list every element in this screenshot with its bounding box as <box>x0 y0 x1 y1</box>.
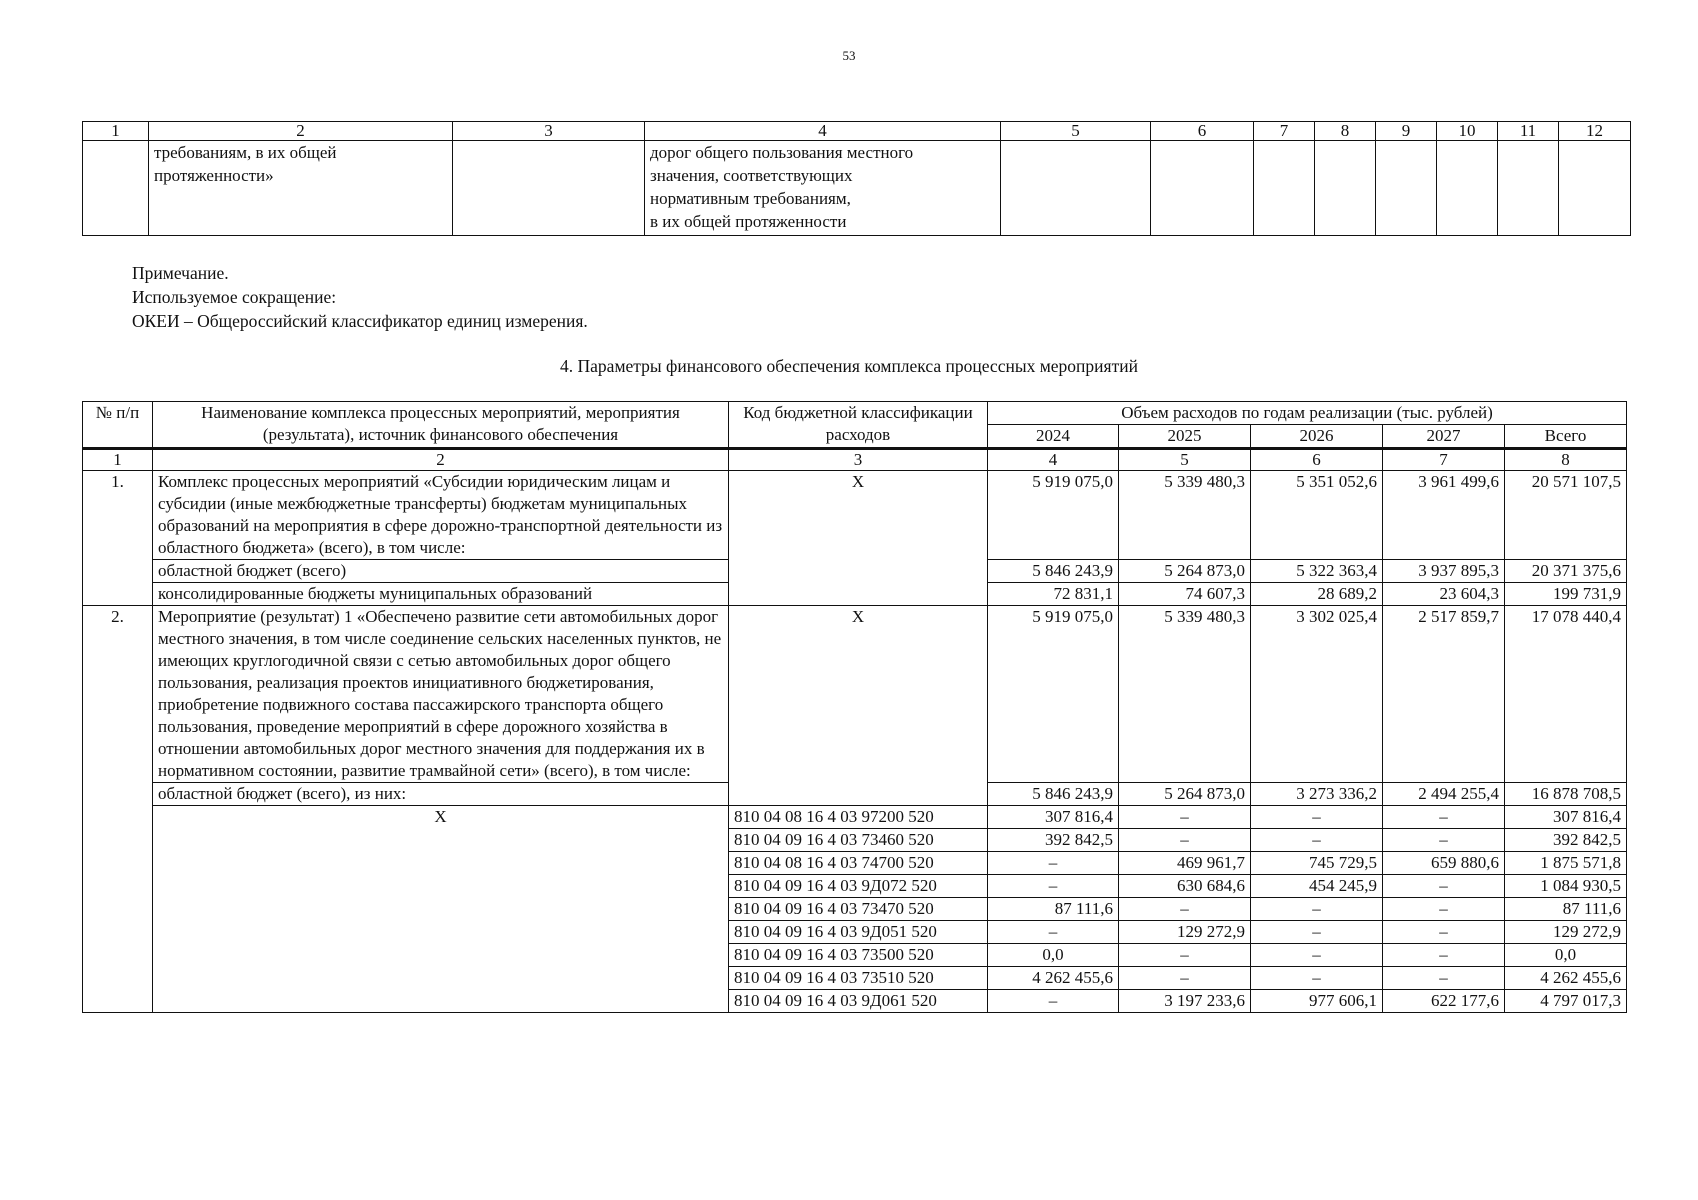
value-total: 4 262 455,6 <box>1505 967 1627 990</box>
value-2024: – <box>988 875 1119 898</box>
value-2027: – <box>1383 806 1505 829</box>
value-total: 20 571 107,5 <box>1505 471 1627 560</box>
value-2024: 87 111,6 <box>988 898 1119 921</box>
value-total: 20 371 375,6 <box>1505 560 1627 583</box>
value-2024: – <box>988 852 1119 875</box>
value-2024: 0,0 <box>988 944 1119 967</box>
text-line: протяженности» <box>154 166 274 185</box>
column-number: 7 <box>1254 122 1315 141</box>
value-total: 199 731,9 <box>1505 583 1627 606</box>
text-line: значения, соответствующих <box>650 166 853 185</box>
header-year: 2027 <box>1383 425 1505 449</box>
text-line: требованиям, в их общей <box>154 143 337 162</box>
value-total: 17 078 440,4 <box>1505 606 1627 783</box>
table-cell <box>1315 141 1376 236</box>
column-numbers-row <box>83 449 1627 471</box>
table-row <box>83 806 1627 829</box>
value-2025: – <box>1119 806 1251 829</box>
column-number: 9 <box>1376 122 1437 141</box>
value-2026: – <box>1251 944 1383 967</box>
budget-code: 810 04 08 16 4 03 74700 520 <box>729 852 988 875</box>
text-line: дорог общего пользования местного <box>650 143 914 162</box>
column-number: 4 <box>645 122 1001 141</box>
header-year: 2024 <box>988 425 1119 449</box>
source-name: областной бюджет (всего) <box>153 560 729 583</box>
value-2026: 977 606,1 <box>1251 990 1383 1013</box>
value-total: 392 842,5 <box>1505 829 1627 852</box>
value-2027: 3 961 499,6 <box>1383 471 1505 560</box>
note-okei-definition: ОКЕИ – Общероссийский классификатор единиц измерения. <box>132 311 588 331</box>
value-2025: 5 264 873,0 <box>1119 560 1251 583</box>
budget-code: 810 04 09 16 4 03 73510 520 <box>729 967 988 990</box>
value-2027: 622 177,6 <box>1383 990 1505 1013</box>
header-volume: Объем расходов по годам реализации (тыс. рублей) <box>988 402 1627 425</box>
table-cell <box>1001 141 1151 236</box>
value-2025: – <box>1119 829 1251 852</box>
value-2024: 72 831,1 <box>988 583 1119 606</box>
budget-code: 810 04 09 16 4 03 9Д061 520 <box>729 990 988 1013</box>
value-2026: – <box>1251 967 1383 990</box>
budget-code: 810 04 09 16 4 03 73500 520 <box>729 944 988 967</box>
value-2027: – <box>1383 898 1505 921</box>
value-2026: – <box>1251 829 1383 852</box>
source-name: областной бюджет (всего), из них: <box>153 783 729 806</box>
column-number: 8 <box>1505 449 1627 471</box>
header-budget-code: Код бюджетной классификации расходов <box>729 402 988 449</box>
value-total: 1 875 571,8 <box>1505 852 1627 875</box>
value-total: 129 272,9 <box>1505 921 1627 944</box>
indicator-name-cell <box>149 141 453 236</box>
column-number: 5 <box>1119 449 1251 471</box>
indicator-description-cell <box>645 141 1001 236</box>
value-total: 16 878 708,5 <box>1505 783 1627 806</box>
table-cell <box>83 141 149 236</box>
value-2025: – <box>1119 944 1251 967</box>
value-2024: 5 846 243,9 <box>988 783 1119 806</box>
budget-code: 810 04 09 16 4 03 73470 520 <box>729 898 988 921</box>
table-cell <box>1559 141 1631 236</box>
value-2026: 28 689,2 <box>1251 583 1383 606</box>
table-cell <box>1254 141 1315 236</box>
column-number: 3 <box>453 122 645 141</box>
budget-code: 810 04 08 16 4 03 97200 520 <box>729 806 988 829</box>
value-2027: 2 517 859,7 <box>1383 606 1505 783</box>
value-2025: 129 272,9 <box>1119 921 1251 944</box>
value-2024: 4 262 455,6 <box>988 967 1119 990</box>
header-number: № п/п <box>83 402 153 449</box>
header-year: 2025 <box>1119 425 1251 449</box>
value-total: 1 084 930,5 <box>1505 875 1627 898</box>
column-number: 6 <box>1251 449 1383 471</box>
value-2025: 74 607,3 <box>1119 583 1251 606</box>
table-cell <box>1151 141 1254 236</box>
column-number: 12 <box>1559 122 1631 141</box>
value-2026: – <box>1251 898 1383 921</box>
breakdown-name: Х <box>153 806 729 1013</box>
financing-table <box>82 401 1627 1013</box>
table-cell <box>1437 141 1498 236</box>
value-2024: 5 919 075,0 <box>988 606 1119 783</box>
value-2026: 454 245,9 <box>1251 875 1383 898</box>
value-2025: – <box>1119 967 1251 990</box>
table-cell <box>1376 141 1437 236</box>
value-2026: 3 273 336,2 <box>1251 783 1383 806</box>
budget-code: 810 04 09 16 4 03 9Д072 520 <box>729 875 988 898</box>
value-2026: – <box>1251 921 1383 944</box>
text-line: нормативным требованиям, <box>650 189 851 208</box>
table-cell <box>1498 141 1559 236</box>
budget-code: 810 04 09 16 4 03 9Д051 520 <box>729 921 988 944</box>
table-cell <box>453 141 645 236</box>
table-row <box>83 606 1627 783</box>
continuation-table <box>82 121 1631 236</box>
column-number: 8 <box>1315 122 1376 141</box>
value-2027: 2 494 255,4 <box>1383 783 1505 806</box>
value-2025: 5 339 480,3 <box>1119 471 1251 560</box>
column-number: 4 <box>988 449 1119 471</box>
value-2026: 5 322 363,4 <box>1251 560 1383 583</box>
table-header-row <box>83 122 1631 141</box>
value-2026: 5 351 052,6 <box>1251 471 1383 560</box>
column-number: 3 <box>729 449 988 471</box>
row-number: 2. <box>83 606 153 1013</box>
table-header-row <box>83 402 1627 425</box>
value-2027: – <box>1383 829 1505 852</box>
value-total: 87 111,6 <box>1505 898 1627 921</box>
value-2024: 392 842,5 <box>988 829 1119 852</box>
header-year: 2026 <box>1251 425 1383 449</box>
value-2027: – <box>1383 944 1505 967</box>
column-number: 11 <box>1498 122 1559 141</box>
column-number: 10 <box>1437 122 1498 141</box>
value-2024: – <box>988 990 1119 1013</box>
value-2027: – <box>1383 875 1505 898</box>
column-number: 7 <box>1383 449 1505 471</box>
value-2025: – <box>1119 898 1251 921</box>
row-name: Комплекс процессных мероприятий «Субсидии юридическим лицам и субсидии (иные межбюджетные трансферты) бюджетам муниципальных образований на мероприятия в сфере дорожно-транспортной деятельности из областного бюджета» (всего), в том числе: <box>153 471 729 560</box>
column-number: 6 <box>1151 122 1254 141</box>
header-total: Всего <box>1505 425 1627 449</box>
value-2026: 3 302 025,4 <box>1251 606 1383 783</box>
value-2027: 3 937 895,3 <box>1383 560 1505 583</box>
value-2026: 745 729,5 <box>1251 852 1383 875</box>
header-name: Наименование комплекса процессных мероприятий, мероприятия (результата), источник финансового обеспечения <box>153 402 729 449</box>
column-number: 2 <box>149 122 453 141</box>
budget-code: Х <box>729 471 988 606</box>
table-row <box>83 141 1631 236</box>
column-number: 1 <box>83 449 153 471</box>
value-2027: 23 604,3 <box>1383 583 1505 606</box>
source-name: консолидированные бюджеты муниципальных образований <box>153 583 729 606</box>
value-total: 307 816,4 <box>1505 806 1627 829</box>
column-number: 5 <box>1001 122 1151 141</box>
value-2025: 5 264 873,0 <box>1119 783 1251 806</box>
value-total: 0,0 <box>1505 944 1627 967</box>
value-2024: – <box>988 921 1119 944</box>
value-2027: – <box>1383 967 1505 990</box>
section-title: 4. Параметры финансового обеспечения комплекса процессных мероприятий <box>560 356 1138 376</box>
value-2024: 5 846 243,9 <box>988 560 1119 583</box>
value-2026: – <box>1251 806 1383 829</box>
value-2025: 469 961,7 <box>1119 852 1251 875</box>
value-2027: – <box>1383 921 1505 944</box>
column-number: 1 <box>83 122 149 141</box>
budget-code: Х <box>729 606 988 806</box>
budget-code: 810 04 09 16 4 03 73460 520 <box>729 829 988 852</box>
row-number: 1. <box>83 471 153 606</box>
page-number: 53 <box>842 48 856 63</box>
value-2025: 630 684,6 <box>1119 875 1251 898</box>
note-title: Примечание. <box>132 263 229 283</box>
value-2027: 659 880,6 <box>1383 852 1505 875</box>
text-line: в их общей протяженности <box>650 212 847 231</box>
value-2025: 5 339 480,3 <box>1119 606 1251 783</box>
note-abbreviation-heading: Используемое сокращение: <box>132 287 337 307</box>
value-2024: 5 919 075,0 <box>988 471 1119 560</box>
value-2025: 3 197 233,6 <box>1119 990 1251 1013</box>
value-total: 4 797 017,3 <box>1505 990 1627 1013</box>
column-number: 2 <box>153 449 729 471</box>
value-2024: 307 816,4 <box>988 806 1119 829</box>
table-row <box>83 471 1627 560</box>
row-name: Мероприятие (результат) 1 «Обеспечено развитие сети автомобильных дорог местного значения, в том числе соединение сельских населенных пунктов, не имеющих круглогодичной связи с сетью автомобильных дорог общего пользования, реализация проектов инициативного бюджетирования, приобретение подвижного состава пассажирского транспорта общего пользования, проведение мероприятий в сфере дорожного хозяйства в отношении автомобильных дорог местного значения для поддержания их в нормативном состоянии, развитие трамвайной сети» (всего), в том числе: <box>153 606 729 783</box>
